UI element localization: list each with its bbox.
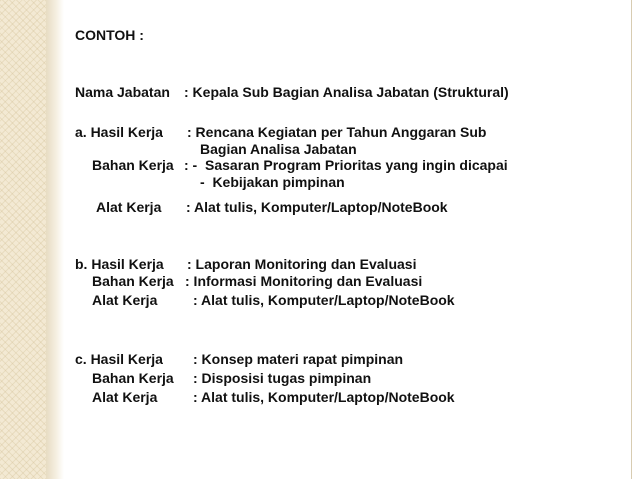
jabatan-label: Nama Jabatan	[75, 84, 170, 100]
section-a-hasil-value-2: Bagian Analisa Jabatan	[200, 141, 357, 157]
section-a-hasil-label: a. Hasil Kerja	[75, 124, 163, 140]
section-a-bahan-label: Bahan Kerja	[92, 157, 174, 173]
section-b-bahan-value: : Informasi Monitoring dan Evaluasi	[185, 273, 423, 289]
section-b-hasil-label: b. Hasil Kerja	[75, 256, 164, 272]
decorative-right-rule	[631, 0, 632, 479]
section-a-alat-value: : Alat tulis, Komputer/Laptop/NoteBook	[186, 199, 448, 215]
jabatan-value: : Kepala Sub Bagian Analisa Jabatan (Struktural)	[184, 84, 509, 100]
decorative-band-edge	[46, 0, 64, 479]
section-a-hasil-value-1: : Rencana Kegiatan per Tahun Anggaran Sub	[187, 124, 487, 140]
section-c-hasil-label: c. Hasil Kerja	[75, 351, 163, 367]
slide-heading: CONTOH :	[75, 27, 144, 43]
section-b-bahan-label: Bahan Kerja	[92, 273, 174, 289]
section-c-bahan-value: : Disposisi tugas pimpinan	[193, 370, 372, 386]
section-c-alat-value: : Alat tulis, Komputer/Laptop/NoteBook	[193, 389, 455, 405]
section-b-hasil-value: : Laporan Monitoring dan Evaluasi	[187, 256, 417, 272]
section-b-alat-value: : Alat tulis, Komputer/Laptop/NoteBook	[193, 292, 455, 308]
section-a-alat-label: Alat Kerja	[96, 199, 162, 215]
section-a-bahan-value-1: : - Sasaran Program Prioritas yang ingin dicapai	[184, 157, 508, 173]
section-b-alat-label: Alat Kerja	[92, 292, 158, 308]
section-a-bahan-value-2: - Kebijakan pimpinan	[200, 174, 345, 190]
decorative-left-band	[0, 0, 46, 479]
section-c-bahan-label: Bahan Kerja	[92, 370, 174, 386]
section-c-alat-label: Alat Kerja	[92, 389, 158, 405]
section-c-hasil-value: : Konsep materi rapat pimpinan	[193, 351, 404, 367]
